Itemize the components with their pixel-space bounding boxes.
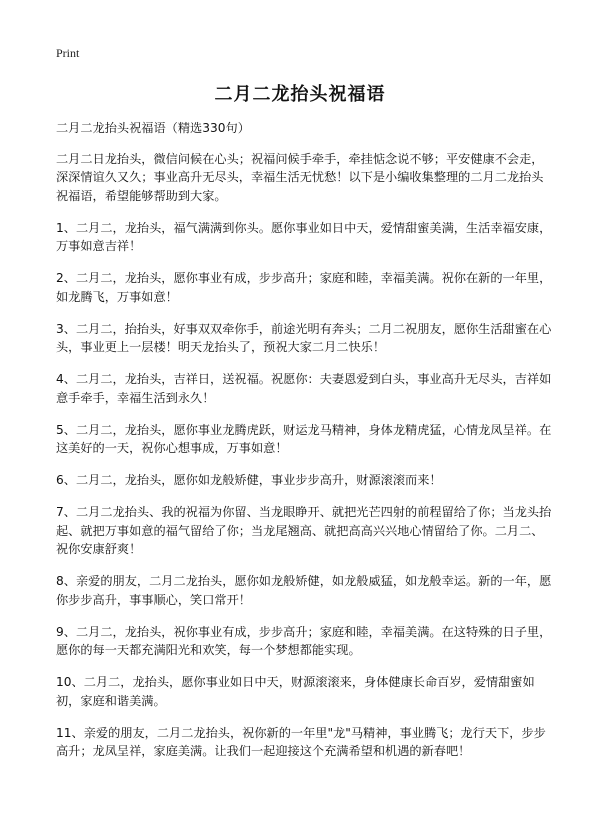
page-title: 二月二龙抬头祝福语	[214, 84, 386, 105]
article-subtitle: 二月二龙抬头祝福语（精选330句）	[56, 121, 250, 135]
print-link[interactable]: Print	[56, 46, 80, 60]
blessing-item-11: 11、亲爱的朋友，二月二龙抬头，祝你新的一年里"龙"马精神，事业腾飞；龙行天下，步步高升；龙凤呈祥，家庭美满。让我们一起迎接这个充满希望和机遇的新春吧！	[56, 725, 546, 758]
blessing-item-10: 10、二月二，龙抬头，愿你事业如日中天，财源滚滚来，身体健康长命百岁，爱情甜蜜如初，家庭和谐美满。	[56, 675, 535, 708]
blessing-item-1: 1、二月二，龙抬头，福气满满到你头。愿你事业如日中天，爱情甜蜜美满，生活幸福安康，万事如意吉祥！	[56, 220, 552, 253]
blessing-item-6: 6、二月二，龙抬头，愿你如龙般矫健，事业步步高升，财源滚滚而来！	[56, 473, 442, 487]
blessing-item-9: 9、二月二，龙抬头，祝你事业有成，步步高升；家庭和睦，幸福美满。在这特殊的日子里，愿你的每一天都充满阳光和欢笑，每一个梦想都能实现。	[56, 624, 552, 657]
blessing-item-8: 8、亲爱的朋友，二月二龙抬头，愿你如龙般矫健，如龙般威猛，如龙般幸运。新的一年，愿你步步高升，事事顺心，笑口常开！	[56, 574, 552, 607]
blessing-item-7: 7、二月二龙抬头、我的祝福为你留、当龙眼睁开、就把光芒四射的前程留给了你；当龙头抬起、就把万事如意的福气留给了你；当龙尾翘高、就把高高兴兴地心情留给了你。二月二、祝你安康舒爽！	[56, 505, 552, 556]
blessing-item-2: 2、二月二，龙抬头，愿你事业有成，步步高升；家庭和睦，幸福美满。祝你在新的一年里，如龙腾飞，万事如意！	[56, 271, 552, 304]
intro-paragraph: 二月二日龙抬头，微信问候在心头；祝福问候手牵手，牵挂惦念说不够；平安健康不会走，深深情谊久又久；事业高升无尽头，幸福生活无忧愁！以下是小编收集整理的二月二龙抬头祝福语，希望能够帮助到大家。	[56, 151, 544, 203]
article-body	[56, 119, 554, 774]
blessing-item-3: 3、二月二，抬抬头，好事双双牵你手，前途光明有奔头；二月二祝朋友，愿你生活甜蜜在心头，事业更上一层楼！明天龙抬头了，预祝大家二月二快乐！	[56, 321, 552, 354]
blessing-item-4: 4、二月二，龙抬头，吉祥日，送祝福。祝愿你：夫妻恩爱到白头，事业高升无尽头，吉祥如意手牵手，幸福生活到永久！	[56, 372, 552, 405]
blessing-item-5: 5、二月二，龙抬头，愿你事业龙腾虎跃，财运龙马精神，身体龙精虎猛，心情龙凤呈祥。在这美好的一天，祝你心想事成，万事如意！	[56, 422, 552, 455]
